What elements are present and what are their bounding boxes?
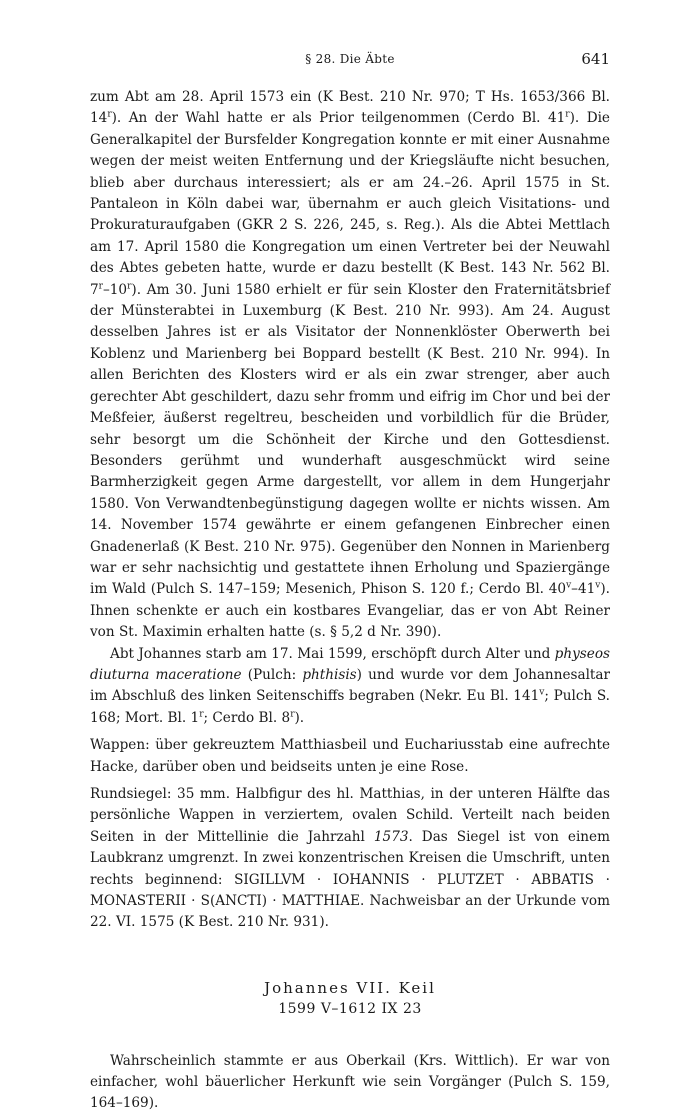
latin-quote: physeos diuturna maceratione — [90, 645, 610, 683]
paragraph-abbot-career: zum Abt am 28. April 1573 ein (K Best. 210 Nr. 970; T Hs. 1653/366 Bl. 14$^r$). An der Wahl hatte er als Prior teilgenommen (Cerdo Bl. 41$^r$). Die Generalkapitel der Bursfelder Kongregation konnte er mit einer Ausnahme wegen der meist weiten Entfernung und der Kriegsläufte nicht besuchen, blieb aber durchaus interessiert; als er am 24.–26. April 1575 in St. Pantaleon in Köln dabei war, übernahm er auch gleich Visitations- und Prokuraturaufgaben (GKR 2 S. 226, 245, s. Reg.). Als die Abtei Mettlach am 17. April 1580 die Kongregation um einen Vertreter bei der Neuwahl des Abtes gebeten hatte, wurde er dazu bestellt (K Best. 143 Nr. 562 Bl. 7$^r$–10$^r$). Am 30. Juni 1580 erhielt er für sein Kloster den Fraternitätsbrief der Münsterabtei in Luxemburg (K Best. 210 Nr. 993). Am 24. August desselben Jahres ist er als Visitator der Nonnenklöster Oberwerth bei Koblenz und Marienberg bei Boppard bestellt (K Best. 210 Nr. 994). In allen Berichten des Klosters wird er als ein zwar strenger, aber auch gerechter Abt geschildert, dazu sehr fromm und eifrig im Chor und bei der Meßfeier, äußerst regeltreu, bescheiden und vorbildlich für die Brüder, sehr besorgt um die Schönheit der Kirche und den Gottesdienst. Besonders gerühmt und wunderhaft ausgeschmückt wird seine Barmherzigkeit gegen Arme dargestellt, vor allem in dem Hungerjahr 1580. Von Verwandtenbegünstigung dagegen wollte er nichts wissen. Am 14. November 1574 gewährte er einem gefangenen Einbrecher einen Gnadenerlaß (K Best. 210 Nr. 975). Gegenüber den Nonnen in Marienberg war er sehr nachsichtig und gestattete ihnen Erholung und Spaziergänge im Wald (Pulch S. 147–159; Mesenich, Phison S. 120 f.; Cerdo Bl. 40$^v$–41$^v$). Ihnen schenkte er auch ein kostbares Evangeliar, das er von Abt Reiner von St. Maximin erhalten hatte (s. § 5,2 d Nr. 390). — [90, 89, 610, 641]
folio-recto-mark: r — [107, 109, 112, 120]
seal-year: 1573 — [373, 828, 409, 845]
paragraph-coat-of-arms: Wappen: über gekreuztem Matthiasbeil und Euchariusstab eine aufrechte Hacke, darüber oben und beidseits unten je eine Rose. — [90, 737, 610, 775]
paragraph-seal: Rundsiegel: 35 mm. Halbfigur des hl. Matthias, in der unteren Hälfte das persönliche Wappen in verziertem, ovalen Schild. Verteilt nach beiden Seiten in der Mittellinie die Jahrzahl 1573. Das Siegel ist von einem Laubkranz umgrenzt. In zwei konzentrischen Kreisen die Umschrift, unten rechts beginnend: SIGILLVM · IOHANNIS · PLUTZET · ABBATIS · MONASTERII · S(ANCTI) · MATTHIAE. Nachweisbar an der Urkunde vom 22. VI. 1575 (K Best. 210 Nr. 931). — [90, 786, 610, 931]
page-number: 641 — [581, 50, 610, 68]
folio-verso-mark: v — [595, 580, 601, 591]
paragraph-death-burial: Abt Johannes starb am 17. Mai 1599, erschöpft durch Alter und physeos diuturna maceratione (Pulch: phthisis) und wurde vor dem Johannesaltar im Abschluß des linken Seitenschiffs begraben (Nekr. Eu Bl. 141$^v$; Pulch S. 168; Mort. Bl. 1$^r$; Cerdo Bl. 8$^r$). — [90, 645, 610, 726]
folio-recto-mark: r — [98, 281, 103, 292]
abbot-name: Johannes VII. Keil — [264, 978, 436, 997]
folio-recto-mark: r — [290, 709, 295, 720]
entry-heading — [90, 978, 610, 1021]
page-body — [90, 87, 610, 1115]
folio-recto-mark: r — [199, 709, 204, 720]
folio-verso-mark: v — [566, 580, 572, 591]
folio-recto-mark: r — [127, 281, 132, 292]
folio-recto-mark: r — [565, 109, 570, 120]
running-title: § 28. Die Äbte — [305, 52, 395, 66]
paragraph-origin: Wahrscheinlich stammte er aus Oberkail (Krs. Wittlich). Er war von einfacher, wohl bäuerlicher Herkunft wie sein Vorgänger (Pulch S. 159, 164–169). — [90, 1052, 610, 1112]
folio-verso-mark: v — [539, 687, 545, 698]
running-head — [90, 50, 610, 70]
latin-term: phthisis — [302, 666, 357, 683]
abbot-dates: 1599 V–1612 IX 23 — [278, 1001, 422, 1018]
